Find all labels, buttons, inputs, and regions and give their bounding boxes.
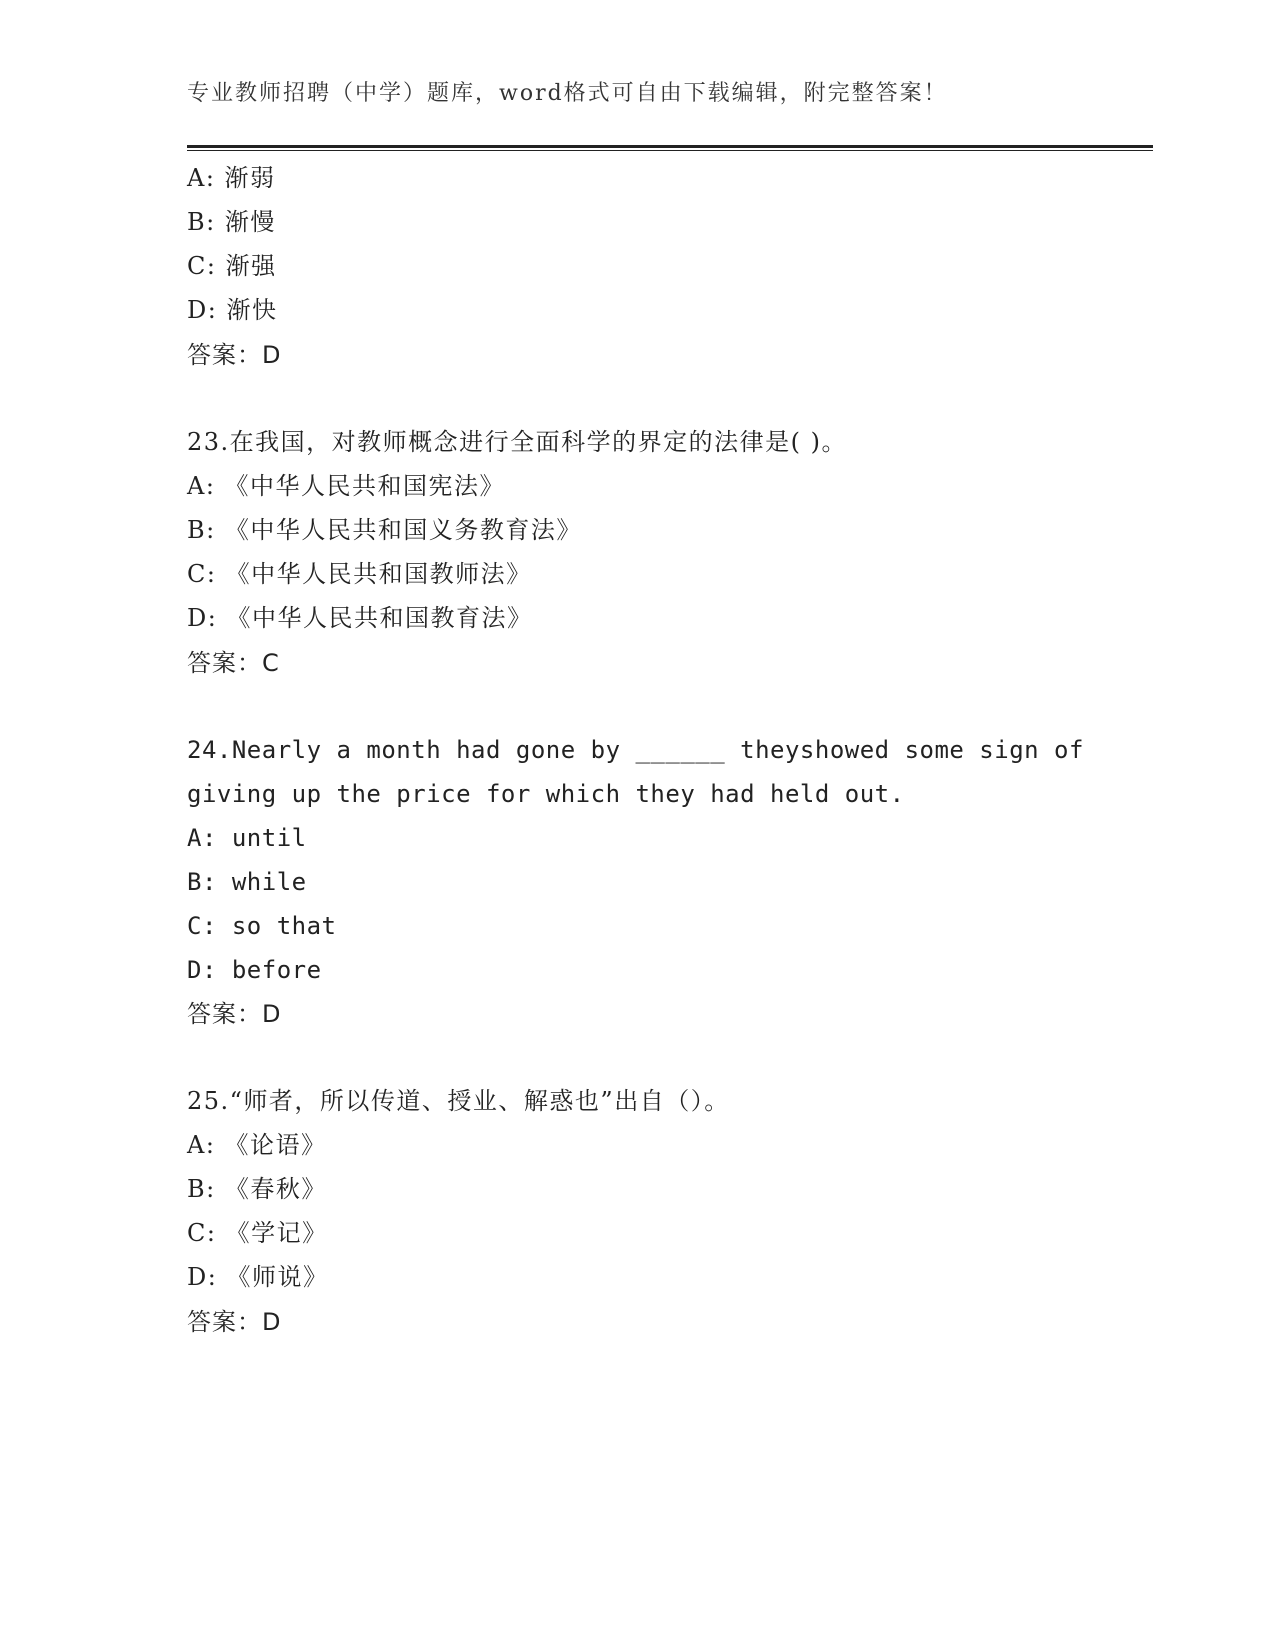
option-d: D: before: [187, 956, 322, 984]
page-header: 专业教师招聘（中学）题库，word格式可自由下载编辑，附完整答案！: [187, 81, 948, 106]
answer: 答案：D: [187, 1308, 282, 1336]
option-b: B: 渐慢: [187, 208, 276, 236]
option-d: D: 《中华人民共和国教育法》: [187, 604, 533, 632]
option-a: A: 《论语》: [187, 1131, 327, 1159]
option-a: A: until: [187, 824, 307, 852]
answer: 答案：D: [187, 1000, 282, 1028]
option-c: C: 渐强: [187, 252, 277, 280]
option-d: D: 《师说》: [187, 1263, 329, 1291]
header-rule-thick: [187, 145, 1153, 148]
option-d: D: 渐快: [187, 296, 278, 324]
option-b: B: while: [187, 868, 307, 896]
option-c: C: 《学记》: [187, 1219, 328, 1247]
option-b: B: 《春秋》: [187, 1175, 327, 1203]
option-a: A: 《中华人民共和国宪法》: [187, 472, 506, 500]
question-stem: 25.“师者，所以传道、授业、解惑也”出自（）。: [187, 1087, 730, 1115]
question-stem-line-1: 24.Nearly a month had gone by ______ theyshowed some sign of: [187, 736, 1084, 764]
option-a: A: 渐弱: [187, 164, 276, 192]
question-stem: 23.在我国，对教师概念进行全面科学的界定的法律是( )。: [187, 428, 848, 456]
option-b: B: 《中华人民共和国义务教育法》: [187, 516, 582, 544]
header-rule-thin: [187, 150, 1153, 151]
answer: 答案：C: [187, 649, 280, 677]
option-c: C: so that: [187, 912, 337, 940]
question-stem-line-2: giving up the price for which they had held out.: [187, 780, 905, 808]
answer: 答案：D: [187, 341, 282, 369]
option-c: C: 《中华人民共和国教师法》: [187, 560, 532, 588]
